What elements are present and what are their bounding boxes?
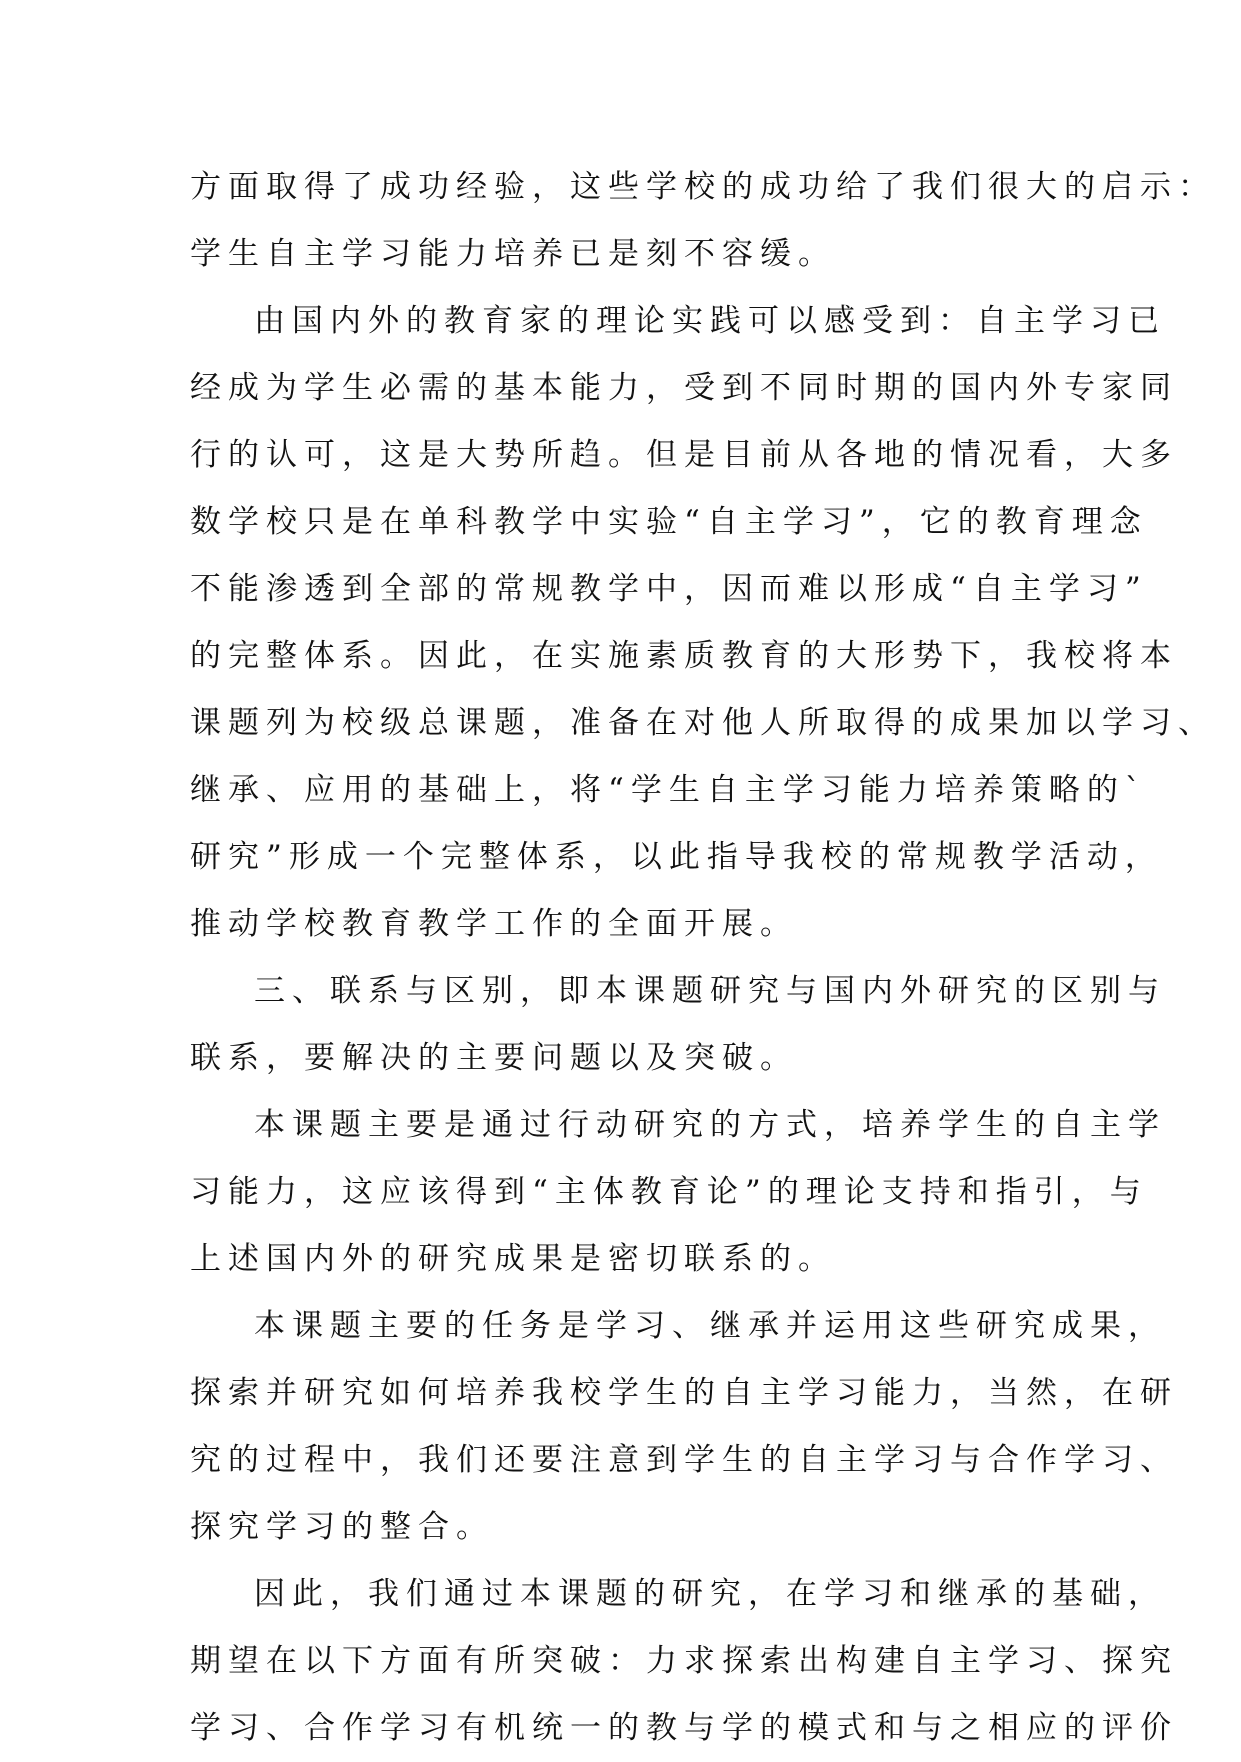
text-line: 研究”形成一个完整体系，以此指导我校的常规教学活动， [190, 839, 1163, 875]
text-line: 课题列为校级总课题，准备在对他人所取得的成果加以学习、 [190, 705, 1216, 741]
text-line: 联系，要解决的主要问题以及突破。 [190, 1040, 798, 1076]
text-line: 上述国内外的研究成果是密切联系的。 [190, 1241, 836, 1277]
text-line: 行的认可，这是大势所趋。但是目前从各地的情况看，大多 [190, 437, 1178, 473]
text-line: 习能力，这应该得到“主体教育论”的理论支持和指引，与 [190, 1174, 1148, 1210]
text-line: 学生自主学习能力培养已是刻不容缓。 [190, 236, 836, 272]
text-line: 学习、合作学习有机统一的教与学的模式和与之相应的评价 [190, 1710, 1178, 1746]
text-line: 不能渗透到全部的常规教学中，因而难以形成“自主学习” [190, 571, 1148, 607]
text-line: 数学校只是在单科教学中实验“自主学习”，它的教育理念 [190, 504, 1148, 540]
text-line: 探究学习的整合。 [190, 1509, 494, 1545]
section-heading-line: 三、联系与区别，即本课题研究与国内外研究的区别与 [254, 973, 1166, 1009]
document-body [190, 154, 1216, 1762]
text-line: 推动学校教育教学工作的全面开展。 [190, 906, 798, 942]
paragraph-start-line: 因此，我们通过本课题的研究，在学习和继承的基础， [254, 1576, 1166, 1612]
paragraph-start-line: 由国内外的教育家的理论实践可以感受到：自主学习已 [254, 303, 1166, 339]
text-line: 的完整体系。因此，在实施素质教育的大形势下，我校将本 [190, 638, 1178, 674]
paragraph-start-line: 本课题主要是通过行动研究的方式，培养学生的自主学 [254, 1107, 1166, 1143]
paragraph-start-line: 本课题主要的任务是学习、继承并运用这些研究成果， [254, 1308, 1166, 1344]
text-line: 究的过程中，我们还要注意到学生的自主学习与合作学习、 [190, 1442, 1178, 1478]
text-line: 继承、应用的基础上，将“学生自主学习能力培养策略的` [190, 772, 1148, 808]
text-line: 期望在以下方面有所突破：力求探索出构建自主学习、探究 [190, 1643, 1178, 1679]
text-line: 经成为学生必需的基本能力，受到不同时期的国内外专家同 [190, 370, 1178, 406]
text-line: 探索并研究如何培养我校学生的自主学习能力，当然，在研 [190, 1375, 1178, 1411]
text-line: 方面取得了成功经验，这些学校的成功给了我们很大的启示： [190, 169, 1216, 205]
